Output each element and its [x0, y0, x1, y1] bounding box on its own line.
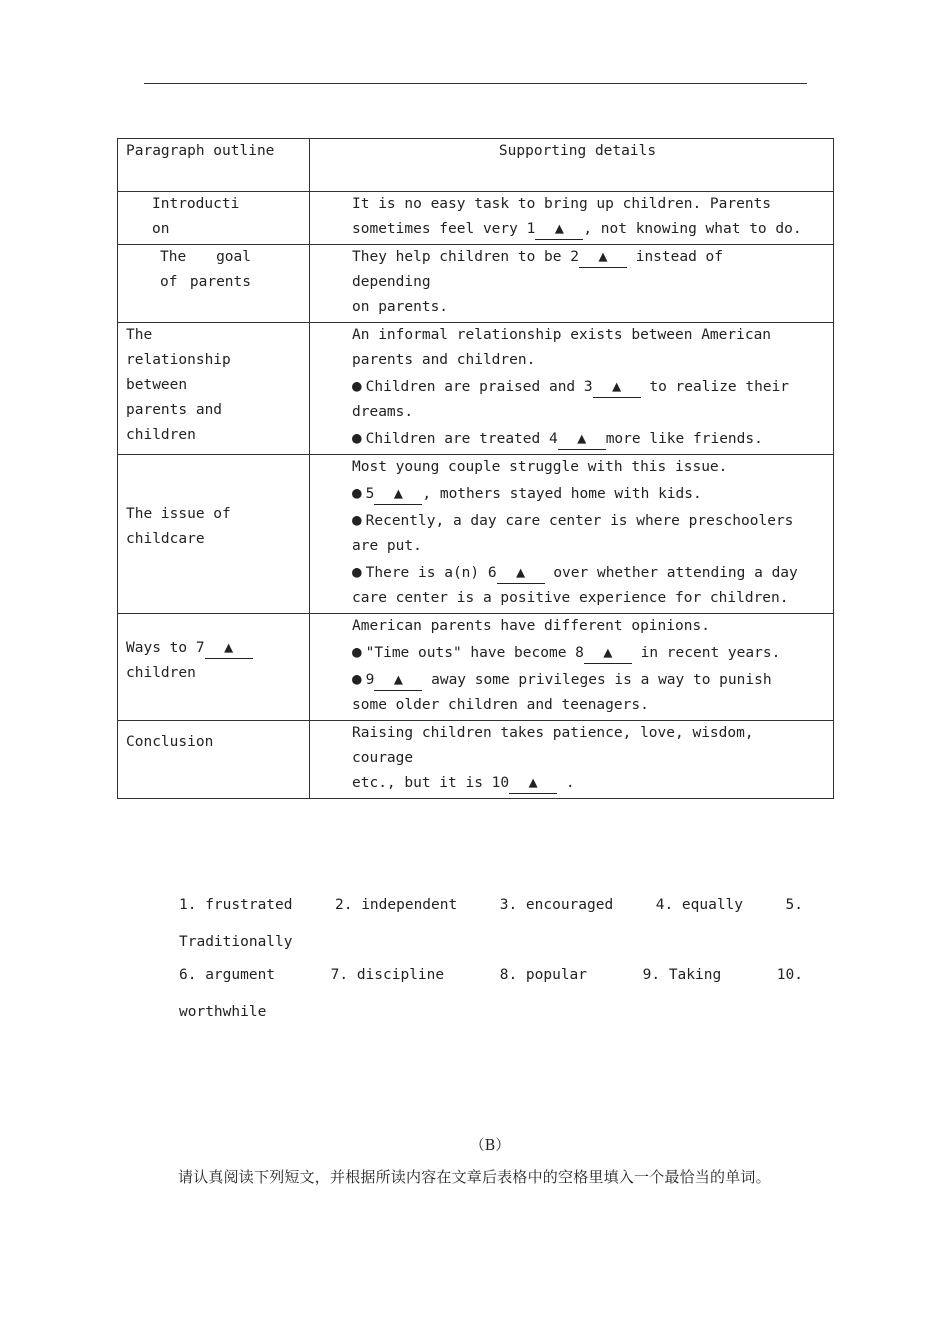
table-row — [118, 192, 834, 245]
answer-3: 3. encouraged — [499, 897, 614, 913]
answer-1: 1. frustrated — [179, 897, 293, 913]
row-label-conclusion: Conclusion — [118, 721, 310, 799]
answer-10-number: 10. — [776, 967, 803, 983]
answer-9: 9. Taking — [642, 967, 722, 983]
triangle-icon: ▲ — [393, 670, 403, 688]
outline-table — [117, 138, 834, 799]
row-label-ways: Ways to 7 ▲ children — [118, 614, 310, 721]
answer-key — [179, 890, 803, 1030]
row-details-ways: American parents have different opinions. ● "Time outs" have become 8 ▲ in recent years. ● 9 ▲ away some privileges is a way to punish some older children and teenagers. — [310, 614, 834, 721]
header-paragraph-outline: Paragraph outline — [118, 139, 310, 192]
bullet-icon: ● — [352, 510, 362, 529]
header-supporting-details: Supporting details — [310, 139, 834, 192]
blank-1 — [535, 219, 583, 240]
triangle-icon: ▲ — [598, 247, 608, 265]
answer-7: 7. discipline — [330, 967, 445, 983]
table-row — [118, 455, 834, 614]
answer-5-word: Traditionally — [179, 934, 293, 950]
table-row — [118, 721, 834, 799]
triangle-icon: ▲ — [224, 638, 234, 656]
table-row — [118, 323, 834, 455]
bullet-icon: ● — [352, 483, 362, 502]
answer-8: 8. popular — [499, 967, 588, 983]
bullet-icon: ● — [352, 562, 362, 581]
bullet-icon: ● — [352, 428, 362, 447]
section-b-label: （B） — [470, 1138, 510, 1154]
section-b-instruction: 请认真阅读下列短文，并根据所读内容在文章后表格中的空格里填入一个最恰当的单词。 — [178, 1168, 771, 1186]
row-label-introduction: Introduction — [118, 192, 310, 245]
bullet-icon: ● — [352, 376, 362, 395]
header-rule — [144, 83, 807, 84]
blank-7 — [205, 638, 253, 659]
blank-6 — [497, 563, 545, 584]
triangle-icon: ▲ — [612, 377, 622, 395]
table-row — [118, 245, 834, 323]
row-details-goal: They help children to be 2 ▲ instead of depending on parents. — [310, 245, 834, 323]
blank-4 — [558, 429, 606, 450]
table-row — [118, 614, 834, 721]
blank-9 — [374, 670, 422, 691]
blank-8 — [584, 643, 632, 664]
triangle-icon: ▲ — [516, 563, 526, 581]
triangle-icon: ▲ — [577, 429, 587, 447]
blank-3 — [593, 377, 641, 398]
blank-5 — [374, 484, 422, 505]
blank-10 — [509, 773, 557, 794]
answer-5-number: 5. — [785, 897, 803, 913]
triangle-icon: ▲ — [603, 643, 613, 661]
answer-6: 6. argument — [179, 967, 276, 983]
answer-2: 2. independent — [335, 897, 458, 913]
answer-4: 4. equally — [655, 897, 744, 913]
row-details-introduction: It is no easy task to bring up children. Parents sometimes feel very 1 ▲ , not knowing what to do. — [310, 192, 834, 245]
bullet-icon: ● — [352, 642, 362, 661]
triangle-icon: ▲ — [393, 484, 403, 502]
row-label-relationship: The relationship between parents and children — [118, 323, 310, 455]
bullet-icon: ● — [352, 669, 362, 688]
answer-10-word: worthwhile — [179, 1004, 267, 1020]
row-details-relationship: An informal relationship exists between American parents and children. ● Children are praised and 3 ▲ to realize their dreams. ● Children are treated 4 ▲ more like friends. — [310, 323, 834, 455]
triangle-icon: ▲ — [528, 773, 538, 791]
row-label-goal: The goal of parents — [118, 245, 310, 323]
table-header-row — [118, 139, 834, 192]
row-label-childcare: The issue of childcare — [118, 455, 310, 614]
blank-2 — [579, 247, 627, 268]
row-details-conclusion: Raising children takes patience, love, wisdom, courage etc., but it is 10 ▲ . — [310, 721, 834, 799]
triangle-icon: ▲ — [554, 219, 564, 237]
row-details-childcare: Most young couple struggle with this issue. ● 5 ▲ , mothers stayed home with kids. ● Recently, a day care center is where preschoolers are put. ● There is a(n) 6 ▲ over whether attending a day care center is a positive experience for children. — [310, 455, 834, 614]
